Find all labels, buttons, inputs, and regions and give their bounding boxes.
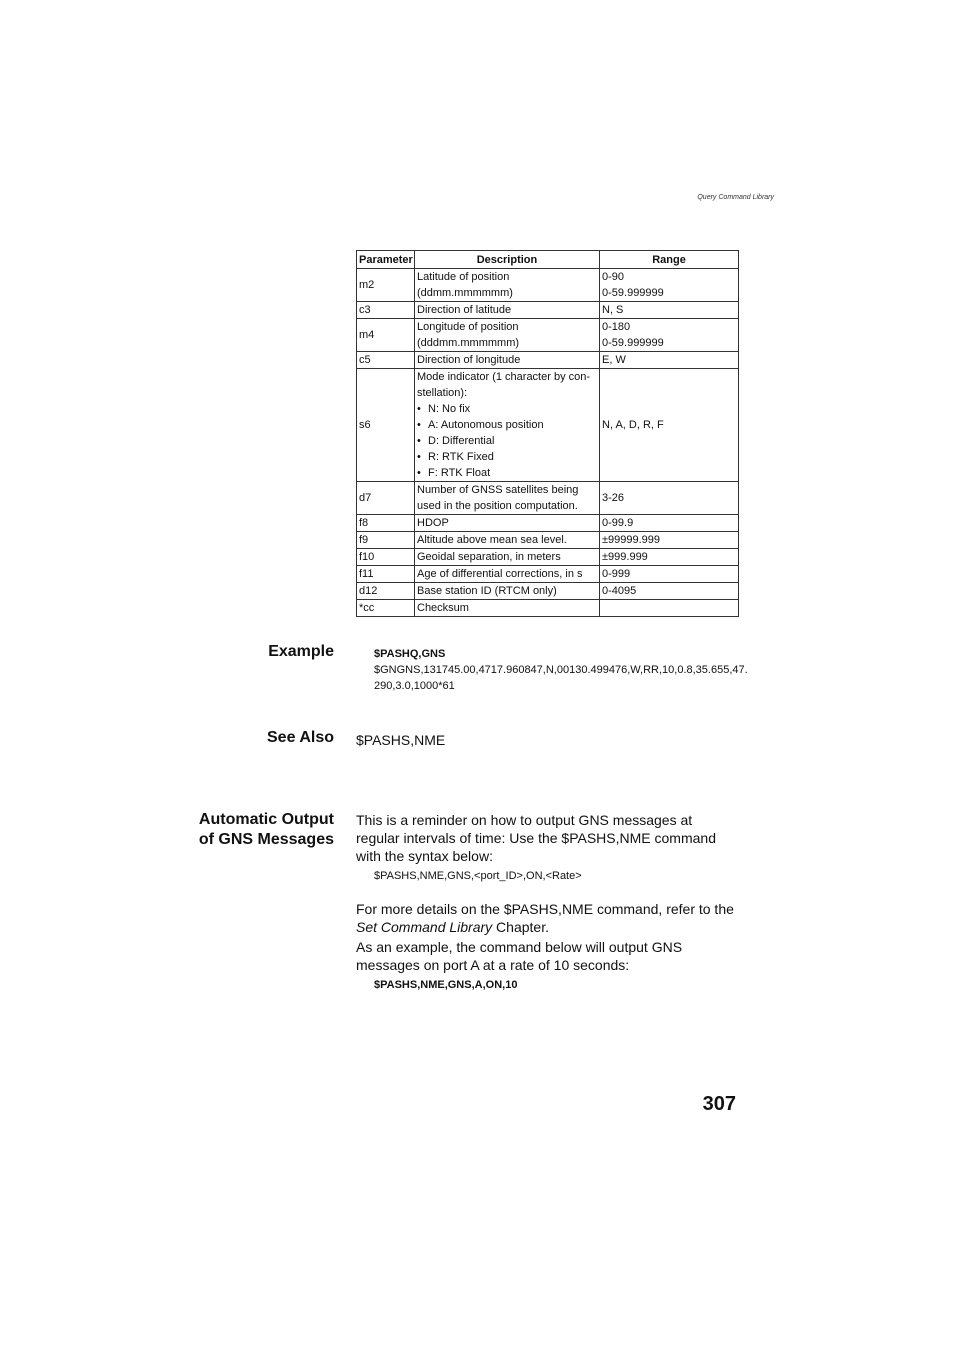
parameter-cell: f11 [357,566,415,583]
table-row [357,549,739,566]
parameter-cell: c3 [357,302,415,319]
range-line: 0-4095 [602,585,637,597]
range-cell [600,482,739,515]
table-row [357,583,739,600]
table-row [357,482,739,515]
table-row [357,566,739,583]
para2-text-after: Chapter. [492,919,549,935]
range-cell [600,532,739,549]
description-line: Age of differential corrections, in s [417,568,583,580]
range-line: N, S [602,304,624,316]
set-command-library-ref: Set Command Library [356,919,493,935]
example-command: $PASHQ,GNS [374,648,446,660]
range-cell [600,302,739,319]
range-cell [600,515,739,532]
range-line: E, W [602,354,626,366]
auto-output-label-line1: Automatic Output [198,811,334,828]
parameter-cell: f10 [357,549,415,566]
description-line: stellation): [417,387,468,399]
see-also-text: $PASHS,NME [356,732,446,748]
parameter-cell: m4 [357,319,415,352]
range-cell [600,549,739,566]
range-cell [600,369,739,482]
range-line: 0-59.999999 [602,287,664,299]
description-cell [415,319,600,352]
table-row [357,532,739,549]
range-line: N, A, D, R, F [602,419,664,431]
example-label: Example [268,643,334,660]
table-body [357,269,739,617]
see-also-label: See Also [267,729,334,746]
description-line: Number of GNSS satellites being [417,484,579,496]
range-line: 0-180 [602,321,631,333]
range-line: ±999.999 [602,551,648,563]
description-line: Base station ID (RTCM only) [417,585,557,597]
description-cell [415,302,600,319]
description-line: Latitude of position [417,271,510,283]
range-line: 3-26 [602,492,625,504]
description-line: Geoidal separation, in meters [417,551,561,563]
table-row [357,600,739,617]
auto-output-paragraph-1: This is a reminder on how to output GNS messages at regular intervals of time: Use the $PASHS,NME command with the syntax below: [356,812,716,864]
description-line: (dddmm.mmmmmm) [417,337,520,349]
auto-output-syntax: $PASHS,NME,GNS,<port_ID>,ON,<Rate> [374,870,582,882]
parameter-cell: *cc [357,600,415,617]
parameter-cell: d12 [357,583,415,600]
para2-text-before: For more details on the $PASHS,NME command, refer to the [356,901,734,917]
range-cell [600,566,739,583]
table-row [357,515,739,532]
table-row [357,369,739,482]
mode-bullet-item: • N: No fix [417,401,597,417]
description-cell [415,482,600,515]
auto-output-paragraph-2 [356,900,738,936]
auto-output-label-line2: of GNS Messages [198,831,334,848]
header-description: Description [415,251,600,269]
header-range: Range [600,251,739,269]
table-header-row [357,251,739,269]
range-cell [600,319,739,352]
range-line: 0-59.999999 [602,337,664,349]
parameter-cell: d7 [357,482,415,515]
range-cell [600,269,739,302]
description-line: Checksum [417,602,469,614]
description-cell [415,566,600,583]
range-line: 0-999 [602,568,631,580]
description-line: Direction of longitude [417,354,521,366]
range-cell [600,352,739,369]
parameter-cell: s6 [357,369,415,482]
range-line: 0-90 [602,271,625,283]
description-line: Altitude above mean sea level. [417,534,567,546]
table-row [357,352,739,369]
mode-bullet-item: • A: Autonomous position [417,417,597,433]
description-line: used in the position computation. [417,500,578,512]
mode-bullet-item: • D: Differential [417,433,597,449]
range-line: 0-99.9 [602,517,634,529]
description-line: (ddmm.mmmmmm) [417,287,513,299]
description-cell [415,369,600,482]
parameter-cell: f8 [357,515,415,532]
description-cell [415,549,600,566]
range-line: ±99999.999 [602,534,661,546]
range-cell [600,600,739,617]
description-line: Longitude of position [417,321,519,333]
description-cell [415,600,600,617]
auto-output-label [199,810,334,850]
table-row [357,319,739,352]
description-line: Direction of latitude [417,304,512,316]
parameter-cell: f9 [357,532,415,549]
auto-output-paragraph-3: As an example, the command below will output GNS messages on port A at a rate of 10 seconds: [356,939,683,973]
description-cell [415,352,600,369]
example-response-line2: 290,3.0,1000*61 [374,680,455,692]
auto-output-example-command: $PASHS,NME,GNS,A,ON,10 [374,979,518,991]
header-parameter: Parameter [357,251,415,269]
mode-bullet-item: • F: RTK Float [417,465,597,481]
description-cell [415,583,600,600]
description-cell [415,515,600,532]
running-header: Query Command Library [697,194,774,201]
parameter-cell: m2 [357,269,415,302]
description-cell [415,532,600,549]
page-number: 307 [702,1093,736,1115]
parameter-cell: c5 [357,352,415,369]
table-row [357,302,739,319]
description-line: HDOP [417,517,449,529]
parameter-table [356,250,739,617]
description-cell [415,269,600,302]
example-response-line1: $GNGNS,131745.00,4717.960847,N,00130.499476,W,RR,10,0.8,35.655,47. [374,664,748,676]
mode-bullet-item: • R: RTK Fixed [417,449,597,465]
range-cell [600,583,739,600]
table-row [357,269,739,302]
description-line: Mode indicator (1 character by con- [417,371,591,383]
